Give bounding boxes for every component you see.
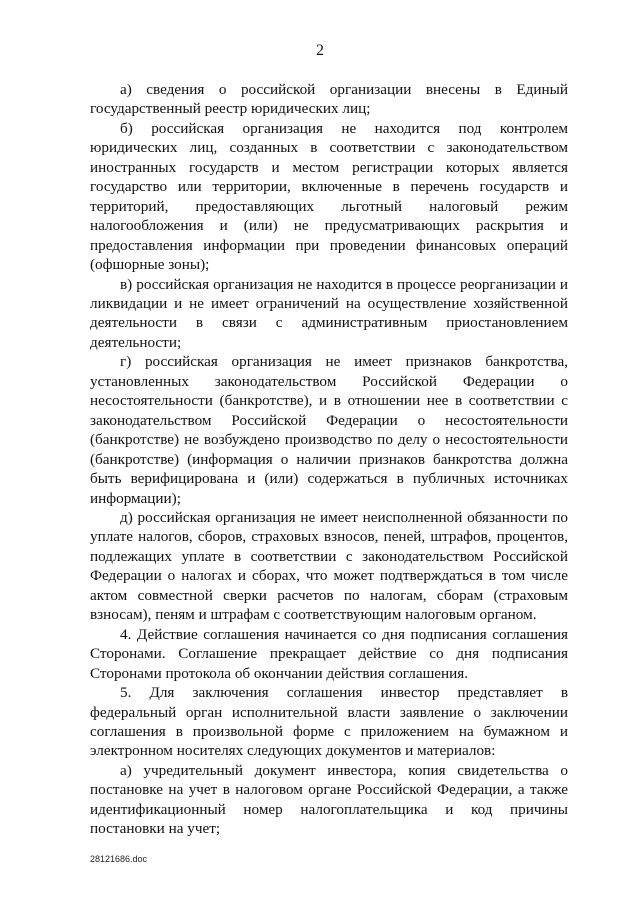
paragraph-b-foreign-control: б) российская организация не находится под контролем юридических лиц, созданных в соответствии с законодательством иностранных государств и местом регистрации которых является государство или территории, включенные в перечень государств и территорий, предоставляющих льготный налоговый режим налогообложения и (или) не предусматривающих раскрытия и предоставления информации при проведении финансовых операций (офшорные зоны); bbox=[90, 119, 568, 274]
paragraph-g-bankruptcy: г) российская организация не имеет признаков банкротства, установленных законодательством Российской Федерации о несостоятельности (банкротстве), и в отношении нее в соответствии с законодательством Российской Федерации о несостоятельности (банкротстве) не возбуждено производство по делу о несостоятельности (банкротстве) (информация о наличии признаков банкротства должна быть верифицирована и (или) содержаться в публичных источниках информации); bbox=[90, 353, 568, 507]
page-number: 2 bbox=[316, 42, 324, 59]
paragraph-d-taxes: д) российская организация не имеет неисполненной обязанности по уплате налогов, сборов, страховых взносов, пеней, штрафов, процентов, подлежащих уплате в соответствии с законодательством Российской Федерации о налогах и сборах, что может подтверждаться в том числе актом совместной сверки расчетов по налогам, сборам (страховым взносам), пеням и штрафам с соответствующим налоговым органом. bbox=[90, 508, 568, 624]
paragraph-5a-founding-document: а) учредительный документ инвестора, копия свидетельства о постановке на учет в налоговом органе Российской Федерации, а также идентификационный номер налогоплательщика и код причины постановки на учет; bbox=[90, 761, 568, 838]
document-body bbox=[90, 80, 568, 839]
paragraph-5-application: 5. Для заключения соглашения инвестор представляет в федеральный орган исполнительной власти заявление о заключении соглашения в произвольной форме с приложением на бумажном и электронном носителях следующих документов и материалов: bbox=[90, 684, 568, 760]
paragraph-v-reorganization: в) российская организация не находится в процессе реорганизации и ликвидации и не имеет ограничений на осуществление хозяйственной деятельности в связи с административным приостановлением деятельности; bbox=[90, 275, 568, 351]
paragraph-4-agreement-term: 4. Действие соглашения начинается со дня подписания соглашения Сторонами. Соглашение прекращает действие со дня подписания Сторонами протокола об окончании действия соглашения. bbox=[90, 625, 568, 682]
footer-file-code: 28121686.doc bbox=[90, 854, 148, 864]
paragraph-a-registry: а) сведения о российской организации внесены в Единый государственный реестр юридических лиц; bbox=[90, 81, 568, 118]
